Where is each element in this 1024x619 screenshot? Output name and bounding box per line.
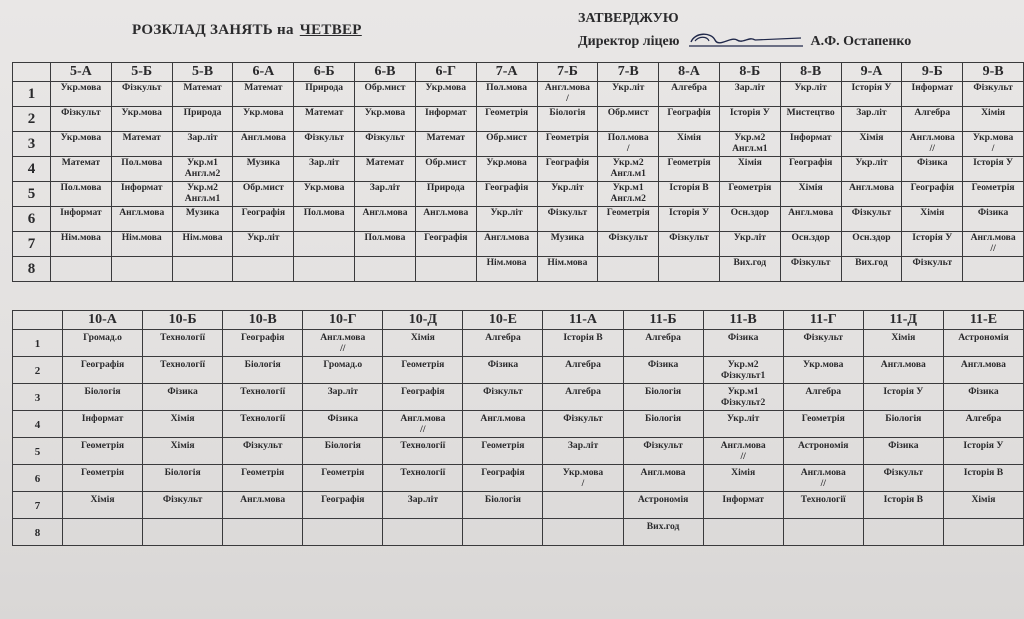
- lesson-cell: [703, 519, 783, 546]
- lesson-cell: Пол.мова /: [598, 132, 659, 157]
- lesson-cell: Англ.мова: [233, 132, 294, 157]
- lesson-cell: Фізкульт: [659, 232, 720, 257]
- lesson-cell: Укр.мова: [233, 107, 294, 132]
- lesson-cell: Вих.год: [719, 257, 780, 282]
- lesson-cell: [63, 519, 143, 546]
- class-header: 11-Д: [863, 311, 943, 330]
- lesson-cell: Укр.м2 Англ.м1: [172, 182, 233, 207]
- lesson-cell: Геометрія: [598, 207, 659, 232]
- lesson-cell: [863, 519, 943, 546]
- lesson-row: [13, 107, 1024, 132]
- lesson-cell: Пол.мова: [294, 207, 355, 232]
- class-header: 10-Г: [303, 311, 383, 330]
- lesson-cell: Геометрія: [659, 157, 720, 182]
- lesson-cell: Фізкульт: [355, 132, 416, 157]
- class-header: 5-Б: [111, 63, 172, 82]
- lesson-cell: Нім.мова: [111, 232, 172, 257]
- lesson-number: 7: [13, 232, 51, 257]
- corner-cell: [13, 311, 63, 330]
- lesson-cell: Фізкульт: [963, 82, 1024, 107]
- lesson-cell: Технології: [223, 384, 303, 411]
- lesson-cell: Обр.мист: [355, 82, 416, 107]
- lesson-cell: Математ: [415, 132, 476, 157]
- lesson-cell: Математ: [172, 82, 233, 107]
- lesson-cell: Зар.літ: [355, 182, 416, 207]
- lesson-cell: Геометрія: [463, 438, 543, 465]
- lesson-cell: Геометрія: [963, 182, 1024, 207]
- lesson-cell: Англ.мова //: [703, 438, 783, 465]
- class-header: 9-В: [963, 63, 1024, 82]
- lesson-cell: Географія: [223, 330, 303, 357]
- lesson-cell: Англ.мова: [111, 207, 172, 232]
- lesson-cell: Хімія: [63, 492, 143, 519]
- lesson-cell: Обр.мист: [233, 182, 294, 207]
- lesson-cell: Фізика: [143, 384, 223, 411]
- lesson-cell: Алгебра: [463, 330, 543, 357]
- lesson-cell: Укр.літ: [537, 182, 598, 207]
- lesson-row: [13, 438, 1024, 465]
- lesson-cell: Технології: [143, 357, 223, 384]
- lesson-cell: Геометрія: [63, 438, 143, 465]
- lesson-cell: Геометрія: [303, 465, 383, 492]
- lesson-cell: Математ: [51, 157, 112, 182]
- lesson-cell: Географія: [902, 182, 963, 207]
- lesson-cell: Пол.мова: [355, 232, 416, 257]
- lesson-cell: Інформат: [415, 107, 476, 132]
- lesson-cell: Укр.літ: [719, 232, 780, 257]
- lesson-cell: Алгебра: [543, 384, 623, 411]
- lesson-cell: Математ: [233, 82, 294, 107]
- lesson-cell: Інформат: [63, 411, 143, 438]
- class-header: 10-В: [223, 311, 303, 330]
- lesson-number: 2: [13, 357, 63, 384]
- lesson-number: 1: [13, 82, 51, 107]
- lesson-number: 4: [13, 157, 51, 182]
- lesson-cell: Укр.мова: [783, 357, 863, 384]
- schedule-title: [132, 22, 362, 39]
- class-header: 9-А: [841, 63, 902, 82]
- lesson-row: [13, 384, 1024, 411]
- lesson-cell: Пол.мова: [111, 157, 172, 182]
- lesson-number: 3: [13, 132, 51, 157]
- lesson-cell: [172, 257, 233, 282]
- lesson-cell: Зар.літ: [294, 157, 355, 182]
- lesson-cell: Укр.мова: [294, 182, 355, 207]
- lesson-cell: [543, 519, 623, 546]
- lesson-cell: Англ.мова: [623, 465, 703, 492]
- lesson-cell: Географія: [63, 357, 143, 384]
- class-header: 8-В: [780, 63, 841, 82]
- lesson-cell: Біологія: [863, 411, 943, 438]
- lesson-cell: Укр.м2 Англ.м1: [719, 132, 780, 157]
- lesson-cell: Хімія: [963, 107, 1024, 132]
- lesson-cell: Хімія: [719, 157, 780, 182]
- lesson-cell: Хімія: [780, 182, 841, 207]
- class-header: 6-А: [233, 63, 294, 82]
- lesson-cell: Англ.мова: [943, 357, 1023, 384]
- director-line: [578, 28, 911, 56]
- lesson-row: [13, 465, 1024, 492]
- lesson-cell: Біологія: [537, 107, 598, 132]
- lesson-cell: Історія У: [863, 384, 943, 411]
- lesson-cell: Пол.мова: [51, 182, 112, 207]
- lesson-cell: Громад.о: [63, 330, 143, 357]
- lesson-cell: Історія У: [659, 207, 720, 232]
- lesson-cell: Інформат: [51, 207, 112, 232]
- class-header: 5-А: [51, 63, 112, 82]
- lesson-cell: Англ.мова: [780, 207, 841, 232]
- lesson-cell: Фізкульт: [223, 438, 303, 465]
- lesson-cell: Англ.мова: [841, 182, 902, 207]
- lesson-cell: Історія У: [943, 438, 1023, 465]
- lesson-row: [13, 232, 1024, 257]
- lesson-cell: Хімія: [943, 492, 1023, 519]
- lesson-cell: Укр.мова /: [543, 465, 623, 492]
- lesson-cell: Фізика: [902, 157, 963, 182]
- lesson-cell: Нім.мова: [476, 257, 537, 282]
- lesson-cell: Географія: [476, 182, 537, 207]
- lesson-cell: Геометрія: [383, 357, 463, 384]
- lesson-cell: [963, 257, 1024, 282]
- lesson-cell: [598, 257, 659, 282]
- corner-cell: [13, 63, 51, 82]
- lesson-cell: Геометрія: [476, 107, 537, 132]
- lesson-cell: Фізкульт: [294, 132, 355, 157]
- lesson-cell: Біологія: [63, 384, 143, 411]
- lesson-cell: [415, 257, 476, 282]
- lesson-cell: Алгебра: [543, 357, 623, 384]
- lesson-cell: Зар.літ: [841, 107, 902, 132]
- lesson-cell: Англ.мова: [476, 232, 537, 257]
- lesson-number: 8: [13, 519, 63, 546]
- lesson-cell: Укр.м1 Англ.м2: [598, 182, 659, 207]
- lesson-cell: Географія: [463, 465, 543, 492]
- schedule-table-grades-10-11: [12, 310, 1024, 546]
- lesson-cell: Історія У: [902, 232, 963, 257]
- lesson-cell: Нім.мова: [51, 232, 112, 257]
- lesson-cell: Нім.мова: [537, 257, 598, 282]
- lesson-cell: [303, 519, 383, 546]
- lesson-cell: Історія В: [943, 465, 1023, 492]
- lesson-cell: Музика: [537, 232, 598, 257]
- lesson-number: 1: [13, 330, 63, 357]
- lesson-cell: Хімія: [143, 438, 223, 465]
- lesson-cell: Фізика: [703, 330, 783, 357]
- lesson-cell: [143, 519, 223, 546]
- lesson-cell: Пол.мова: [476, 82, 537, 107]
- lesson-cell: [543, 492, 623, 519]
- class-header: 5-В: [172, 63, 233, 82]
- lesson-cell: Англ.мова: [463, 411, 543, 438]
- lesson-cell: Біологія: [143, 465, 223, 492]
- lesson-cell: Фізкульт: [537, 207, 598, 232]
- lesson-row: [13, 357, 1024, 384]
- lesson-cell: Англ.мова //: [902, 132, 963, 157]
- lesson-cell: Алгебра: [783, 384, 863, 411]
- lesson-cell: Хімія: [659, 132, 720, 157]
- lesson-row: [13, 519, 1024, 546]
- lesson-cell: Зар.літ: [383, 492, 463, 519]
- lesson-row: [13, 492, 1024, 519]
- lesson-cell: [943, 519, 1023, 546]
- lesson-cell: Укр.мова: [355, 107, 416, 132]
- title-day: ЧЕТВЕР: [299, 22, 362, 38]
- lesson-cell: Англ.мова //: [783, 465, 863, 492]
- lesson-cell: [294, 257, 355, 282]
- lesson-cell: Фізкульт: [841, 207, 902, 232]
- class-header: 11-В: [703, 311, 783, 330]
- lesson-cell: Хімія: [863, 330, 943, 357]
- lesson-cell: Географія: [415, 232, 476, 257]
- lesson-cell: Обр.мист: [476, 132, 537, 157]
- lesson-row: [13, 132, 1024, 157]
- lesson-cell: Зар.літ: [172, 132, 233, 157]
- lesson-cell: Астрономія: [943, 330, 1023, 357]
- lesson-cell: Фізкульт: [143, 492, 223, 519]
- lesson-cell: Фізика: [943, 384, 1023, 411]
- lesson-cell: Хімія: [383, 330, 463, 357]
- lesson-row: [13, 257, 1024, 282]
- director-name: А.Ф. Остапенко: [810, 34, 912, 50]
- lesson-cell: [783, 519, 863, 546]
- class-header: 10-А: [63, 311, 143, 330]
- lesson-cell: Технології: [383, 465, 463, 492]
- lesson-cell: Укр.м1 Англ.м2: [172, 157, 233, 182]
- class-header: 11-Г: [783, 311, 863, 330]
- lesson-cell: Укр.літ: [703, 411, 783, 438]
- lesson-cell: Укр.мова: [51, 82, 112, 107]
- lesson-cell: Фізкульт: [598, 232, 659, 257]
- class-header: 6-Г: [415, 63, 476, 82]
- lesson-cell: Укр.мова: [51, 132, 112, 157]
- lesson-cell: Історія У: [841, 82, 902, 107]
- signature-image: [685, 28, 805, 56]
- lesson-number: 3: [13, 384, 63, 411]
- lesson-cell: Історія У: [719, 107, 780, 132]
- lesson-cell: [383, 519, 463, 546]
- lesson-cell: Англ.мова //: [383, 411, 463, 438]
- lesson-cell: Англ.мова //: [303, 330, 383, 357]
- lesson-row: [13, 182, 1024, 207]
- lesson-cell: [463, 519, 543, 546]
- lesson-cell: Геометрія: [63, 465, 143, 492]
- title-text: РОЗКЛАД ЗАНЯТЬ на: [132, 22, 294, 38]
- lesson-cell: Історія У: [963, 157, 1024, 182]
- lesson-row: [13, 207, 1024, 232]
- director-prefix: Директор ліцею: [578, 34, 680, 50]
- lesson-cell: Укр.літ: [476, 207, 537, 232]
- lesson-cell: Фізкульт: [51, 107, 112, 132]
- lesson-cell: Обр.мист: [598, 107, 659, 132]
- lesson-cell: Математ: [355, 157, 416, 182]
- lesson-cell: Фізкульт: [463, 384, 543, 411]
- class-header: 7-А: [476, 63, 537, 82]
- lesson-cell: Зар.літ: [303, 384, 383, 411]
- lesson-cell: Фізкульт: [780, 257, 841, 282]
- lesson-cell: Математ: [111, 132, 172, 157]
- lesson-cell: Зар.літ: [719, 82, 780, 107]
- lesson-cell: Фізика: [863, 438, 943, 465]
- lesson-cell: Вих.год: [623, 519, 703, 546]
- lesson-cell: Укр.мова /: [963, 132, 1024, 157]
- class-header: 9-Б: [902, 63, 963, 82]
- lesson-cell: Астрономія: [783, 438, 863, 465]
- lesson-number: 8: [13, 257, 51, 282]
- lesson-cell: Біологія: [223, 357, 303, 384]
- lesson-cell: Географія: [659, 107, 720, 132]
- lesson-cell: Нім.мова: [172, 232, 233, 257]
- lesson-cell: Фізика: [963, 207, 1024, 232]
- lesson-cell: Фізика: [303, 411, 383, 438]
- lesson-cell: Англ.мова: [355, 207, 416, 232]
- lesson-cell: Укр.мова: [476, 157, 537, 182]
- lesson-cell: Математ: [294, 107, 355, 132]
- lesson-cell: [223, 519, 303, 546]
- lesson-cell: Осн.здор: [719, 207, 780, 232]
- lesson-cell: Географія: [537, 157, 598, 182]
- lesson-cell: Інформат: [111, 182, 172, 207]
- lesson-cell: Алгебра: [902, 107, 963, 132]
- lesson-cell: Технології: [783, 492, 863, 519]
- lesson-cell: Фізкульт: [863, 465, 943, 492]
- lesson-cell: Геометрія: [223, 465, 303, 492]
- class-header: 6-Б: [294, 63, 355, 82]
- lesson-number: 5: [13, 182, 51, 207]
- lesson-cell: Укр.мова: [415, 82, 476, 107]
- lesson-cell: Зар.літ: [543, 438, 623, 465]
- lesson-cell: Укр.м2 Англ.м1: [598, 157, 659, 182]
- lesson-number: 5: [13, 438, 63, 465]
- lesson-cell: Географія: [780, 157, 841, 182]
- lesson-cell: Укр.м1 Фізкульт2: [703, 384, 783, 411]
- class-header: 10-Д: [383, 311, 463, 330]
- lesson-cell: Природа: [294, 82, 355, 107]
- lesson-number: 6: [13, 465, 63, 492]
- lesson-cell: Осн.здор: [841, 232, 902, 257]
- lesson-cell: Інформат: [902, 82, 963, 107]
- lesson-cell: Укр.літ: [598, 82, 659, 107]
- lesson-cell: Природа: [415, 182, 476, 207]
- lesson-number: 4: [13, 411, 63, 438]
- approval-block: [578, 9, 911, 56]
- lesson-cell: Хімія: [703, 465, 783, 492]
- lesson-cell: Обр.мист: [415, 157, 476, 182]
- class-header: 6-В: [355, 63, 416, 82]
- lesson-number: 2: [13, 107, 51, 132]
- lesson-cell: Алгебра: [623, 330, 703, 357]
- lesson-cell: Історія В: [659, 182, 720, 207]
- lesson-cell: [659, 257, 720, 282]
- lesson-cell: Громад.о: [303, 357, 383, 384]
- lesson-cell: Музика: [233, 157, 294, 182]
- lesson-cell: [51, 257, 112, 282]
- lesson-cell: Алгебра: [659, 82, 720, 107]
- class-header: 11-А: [543, 311, 623, 330]
- class-header: 10-Б: [143, 311, 223, 330]
- lesson-cell: Географія: [383, 384, 463, 411]
- lesson-cell: Геометрія: [719, 182, 780, 207]
- lesson-row: [13, 157, 1024, 182]
- lesson-row: [13, 82, 1024, 107]
- lesson-cell: Фізкульт: [623, 438, 703, 465]
- class-header: 7-В: [598, 63, 659, 82]
- lesson-cell: Фізкульт: [543, 411, 623, 438]
- lesson-cell: Алгебра: [943, 411, 1023, 438]
- lesson-cell: Англ.мова: [863, 357, 943, 384]
- class-header: 10-Е: [463, 311, 543, 330]
- lesson-row: [13, 330, 1024, 357]
- lesson-cell: Історія В: [863, 492, 943, 519]
- lesson-cell: Англ.мова //: [963, 232, 1024, 257]
- lesson-cell: Музика: [172, 207, 233, 232]
- lesson-cell: Біологія: [623, 384, 703, 411]
- lesson-cell: Фізкульт: [902, 257, 963, 282]
- class-header: 8-А: [659, 63, 720, 82]
- lesson-cell: Геометрія: [537, 132, 598, 157]
- lesson-cell: Фізкульт: [783, 330, 863, 357]
- lesson-cell: Історія В: [543, 330, 623, 357]
- lesson-cell: Технології: [223, 411, 303, 438]
- lesson-cell: Фізкульт: [111, 82, 172, 107]
- class-header: 7-Б: [537, 63, 598, 82]
- lesson-cell: [294, 232, 355, 257]
- lesson-number: 7: [13, 492, 63, 519]
- lesson-cell: Технології: [383, 438, 463, 465]
- lesson-cell: Хімія: [902, 207, 963, 232]
- lesson-cell: Осн.здор: [780, 232, 841, 257]
- lesson-cell: [355, 257, 416, 282]
- lesson-row: [13, 411, 1024, 438]
- lesson-cell: Мистецтво: [780, 107, 841, 132]
- lesson-cell: Укр.літ: [233, 232, 294, 257]
- lesson-cell: Астрономія: [623, 492, 703, 519]
- lesson-cell: Англ.мова /: [537, 82, 598, 107]
- lesson-cell: Англ.мова: [415, 207, 476, 232]
- lesson-cell: Біологія: [623, 411, 703, 438]
- lesson-cell: [233, 257, 294, 282]
- class-header: 11-Е: [943, 311, 1023, 330]
- lesson-cell: Біологія: [303, 438, 383, 465]
- lesson-cell: Природа: [172, 107, 233, 132]
- lesson-cell: Укр.мова: [111, 107, 172, 132]
- lesson-cell: Хімія: [841, 132, 902, 157]
- lesson-cell: Технології: [143, 330, 223, 357]
- lesson-cell: Геометрія: [783, 411, 863, 438]
- lesson-cell: Фізика: [463, 357, 543, 384]
- lesson-cell: Вих.год: [841, 257, 902, 282]
- schedule-table-grades-5-9: [12, 62, 1024, 282]
- lesson-cell: Укр.м2 Фізкульт1: [703, 357, 783, 384]
- class-header: 8-Б: [719, 63, 780, 82]
- lesson-cell: Географія: [303, 492, 383, 519]
- lesson-cell: Хімія: [143, 411, 223, 438]
- lesson-cell: Інформат: [703, 492, 783, 519]
- lesson-cell: Англ.мова: [223, 492, 303, 519]
- lesson-cell: Інформат: [780, 132, 841, 157]
- lesson-cell: Біологія: [463, 492, 543, 519]
- lesson-cell: [111, 257, 172, 282]
- lesson-cell: Укр.літ: [780, 82, 841, 107]
- lesson-cell: Фізика: [623, 357, 703, 384]
- lesson-number: 6: [13, 207, 51, 232]
- lesson-cell: Географія: [233, 207, 294, 232]
- lesson-cell: Укр.літ: [841, 157, 902, 182]
- approve-label: ЗАТВЕРДЖУЮ: [578, 11, 679, 26]
- class-header: 11-Б: [623, 311, 703, 330]
